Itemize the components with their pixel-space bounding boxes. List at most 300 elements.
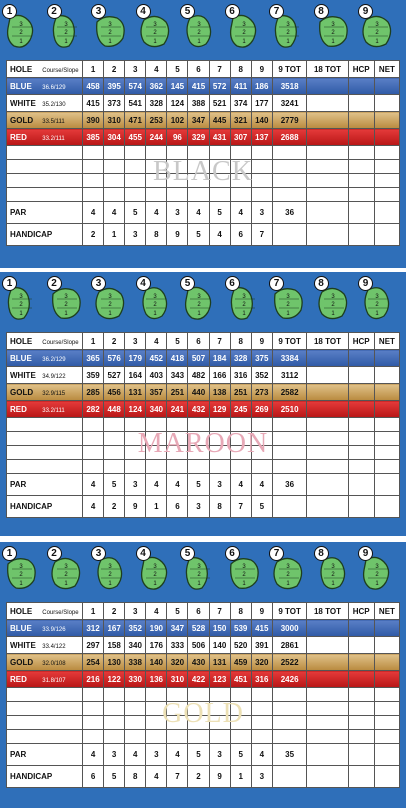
- score-cell[interactable]: [125, 188, 146, 202]
- tee-18-total: [307, 401, 348, 418]
- par-cell: 4: [146, 474, 167, 496]
- score-cell[interactable]: [146, 688, 167, 702]
- svg-text:1: 1: [286, 39, 290, 45]
- score-cell[interactable]: [251, 160, 272, 174]
- hole-diagram: [47, 276, 87, 326]
- tee-label: RED 33.2/111: [7, 129, 83, 146]
- score-cell[interactable]: [83, 188, 104, 202]
- yardage-cell: 459: [230, 654, 251, 671]
- yardage-cell: 520: [230, 637, 251, 654]
- score-cell[interactable]: [83, 730, 104, 744]
- score-cell[interactable]: [307, 432, 348, 446]
- tee-total: 2779: [272, 112, 307, 129]
- yardage-cell: 316: [230, 367, 251, 384]
- score-cell[interactable]: [167, 146, 188, 160]
- score-cell[interactable]: [83, 716, 104, 730]
- score-cell[interactable]: [209, 160, 230, 174]
- score-cell[interactable]: [125, 160, 146, 174]
- yardage-cell: 340: [125, 637, 146, 654]
- score-cell[interactable]: [348, 432, 374, 446]
- score-cell[interactable]: [125, 418, 146, 432]
- score-cell[interactable]: [307, 160, 348, 174]
- yardage-cell: 388: [188, 95, 209, 112]
- svg-text:2: 2: [197, 302, 201, 308]
- yardage-cell: 245: [230, 401, 251, 418]
- svg-text:3: 3: [286, 294, 290, 300]
- score-cell[interactable]: [230, 418, 251, 432]
- hole-number-badge: 4: [136, 276, 151, 291]
- par-cell: 3: [209, 744, 230, 766]
- tee-hcp: [348, 95, 374, 112]
- score-cell[interactable]: [125, 446, 146, 460]
- player-name-cell[interactable]: [7, 716, 83, 730]
- score-cell[interactable]: [167, 432, 188, 446]
- svg-text:1: 1: [63, 311, 68, 317]
- yardage-cell: 430: [188, 654, 209, 671]
- score-cell[interactable]: [209, 716, 230, 730]
- score-cell[interactable]: [167, 174, 188, 188]
- score-cell[interactable]: [307, 174, 348, 188]
- score-cell[interactable]: [348, 418, 374, 432]
- hole-diagram: [314, 4, 354, 54]
- yardage-cell: 124: [125, 401, 146, 418]
- tee-net: [374, 637, 399, 654]
- tee-hcp: [348, 401, 374, 418]
- yardage-cell: 241: [167, 401, 188, 418]
- score-cell[interactable]: [209, 418, 230, 432]
- score-cell[interactable]: [272, 460, 307, 474]
- par-row: [7, 744, 400, 766]
- score-cell[interactable]: [146, 188, 167, 202]
- score-cell[interactable]: [272, 188, 307, 202]
- par-cell: 4: [167, 474, 188, 496]
- score-cell[interactable]: [251, 432, 272, 446]
- tee-net: [374, 367, 399, 384]
- hole-header-cell: 8: [230, 333, 251, 350]
- tee-hcp: [348, 350, 374, 367]
- score-cell[interactable]: [374, 160, 399, 174]
- score-cell[interactable]: [167, 446, 188, 460]
- hole-header-cell: 3: [125, 61, 146, 78]
- score-entry-row: [7, 446, 400, 460]
- score-cell[interactable]: [307, 688, 348, 702]
- svg-text:3: 3: [241, 564, 246, 570]
- yardage-cell: 395: [104, 78, 125, 95]
- tee-row-red: [7, 129, 400, 146]
- score-cell[interactable]: [272, 446, 307, 460]
- par-label: PAR: [7, 744, 83, 766]
- score-cell[interactable]: [272, 688, 307, 702]
- score-cell[interactable]: [125, 174, 146, 188]
- tee-total: 3241: [272, 95, 307, 112]
- score-cell[interactable]: [83, 146, 104, 160]
- handicap-cell: 6: [230, 224, 251, 246]
- course-slope: 34.9/122: [42, 373, 66, 380]
- score-cell[interactable]: [83, 460, 104, 474]
- score-cell[interactable]: [83, 174, 104, 188]
- score-cell[interactable]: [307, 730, 348, 744]
- tee-total: 2510: [272, 401, 307, 418]
- score-cell[interactable]: [104, 716, 125, 730]
- svg-text:3: 3: [197, 22, 201, 28]
- score-cell[interactable]: [167, 730, 188, 744]
- score-cell[interactable]: [188, 446, 209, 460]
- handicap-row: [7, 766, 400, 788]
- course-slope: 36.6/129: [42, 84, 66, 91]
- score-cell[interactable]: [230, 702, 251, 716]
- tee-total: 2688: [272, 129, 307, 146]
- score-cell[interactable]: [167, 716, 188, 730]
- hole-header-cell: 7: [209, 333, 230, 350]
- score-cell[interactable]: [374, 460, 399, 474]
- score-cell[interactable]: [348, 146, 374, 160]
- tee-hcp: [348, 112, 374, 129]
- score-cell[interactable]: [125, 146, 146, 160]
- score-cell[interactable]: [307, 146, 348, 160]
- yardage-cell: 244: [146, 129, 167, 146]
- hole-diagrams: [0, 0, 406, 58]
- yardage-cell: 123: [209, 671, 230, 688]
- tee-label: BLUE 36.6/129: [7, 78, 83, 95]
- player-name-cell[interactable]: [7, 730, 83, 744]
- score-cell[interactable]: [251, 716, 272, 730]
- score-cell[interactable]: [230, 688, 251, 702]
- score-cell[interactable]: [251, 418, 272, 432]
- score-cell[interactable]: [125, 460, 146, 474]
- handicap-row: [7, 496, 400, 518]
- score-cell[interactable]: [167, 160, 188, 174]
- svg-text:1: 1: [241, 311, 246, 317]
- score-cell[interactable]: [374, 174, 399, 188]
- score-cell[interactable]: [374, 716, 399, 730]
- score-cell[interactable]: [146, 174, 167, 188]
- par-cell: 4: [167, 744, 188, 766]
- score-cell[interactable]: [188, 460, 209, 474]
- score-cell[interactable]: [374, 702, 399, 716]
- score-cell[interactable]: [146, 418, 167, 432]
- score-cell[interactable]: [251, 174, 272, 188]
- score-cell[interactable]: [104, 188, 125, 202]
- course-slope: 32.0/108: [42, 660, 66, 667]
- player-name-cell[interactable]: [7, 688, 83, 702]
- yardage-cell: 576: [104, 350, 125, 367]
- score-cell[interactable]: [348, 716, 374, 730]
- yardage-cell: 375: [251, 350, 272, 367]
- score-cell[interactable]: [188, 688, 209, 702]
- handicap-cell: 2: [83, 224, 104, 246]
- score-cell[interactable]: [307, 418, 348, 432]
- hole-diagram: [358, 546, 398, 596]
- score-cell[interactable]: [251, 730, 272, 744]
- score-cell[interactable]: [272, 160, 307, 174]
- score-cell[interactable]: [167, 702, 188, 716]
- score-cell[interactable]: [83, 446, 104, 460]
- score-cell[interactable]: [125, 716, 146, 730]
- score-cell[interactable]: [230, 146, 251, 160]
- score-cell[interactable]: [348, 188, 374, 202]
- score-cell[interactable]: [146, 702, 167, 716]
- score-entry-row: [7, 730, 400, 744]
- svg-text:1: 1: [19, 39, 23, 45]
- score-cell[interactable]: [83, 418, 104, 432]
- tee-hcp: [348, 78, 374, 95]
- handicap-cell: 7: [230, 496, 251, 518]
- score-cell[interactable]: [230, 188, 251, 202]
- yardage-cell: 320: [251, 654, 272, 671]
- score-entry-row: [7, 418, 400, 432]
- score-cell[interactable]: [146, 146, 167, 160]
- tee-18-total: [307, 95, 348, 112]
- score-cell[interactable]: [83, 702, 104, 716]
- score-cell[interactable]: [230, 716, 251, 730]
- tee-row-gold: [7, 654, 400, 671]
- score-cell[interactable]: [146, 460, 167, 474]
- player-name-cell[interactable]: [7, 146, 83, 160]
- par-cell: 4: [188, 202, 209, 224]
- score-cell[interactable]: [188, 160, 209, 174]
- yardage-cell: 254: [83, 654, 104, 671]
- score-cell[interactable]: [272, 730, 307, 744]
- score-cell[interactable]: [251, 460, 272, 474]
- hole-diagram: [2, 546, 42, 596]
- par-cell: 4: [125, 744, 146, 766]
- score-cell[interactable]: [167, 188, 188, 202]
- par-label: PAR: [7, 474, 83, 496]
- svg-text:3: 3: [241, 294, 246, 300]
- par-cell: 4: [146, 202, 167, 224]
- score-cell[interactable]: [251, 188, 272, 202]
- handicap-cell: 3: [251, 766, 272, 788]
- score-cell[interactable]: [125, 702, 146, 716]
- score-cell[interactable]: [272, 702, 307, 716]
- score-cell[interactable]: [272, 716, 307, 730]
- par-cell: 5: [230, 744, 251, 766]
- hole-number-badge: 5: [180, 276, 195, 291]
- hole-number-badge: 4: [136, 4, 151, 19]
- score-cell[interactable]: [272, 146, 307, 160]
- score-cell[interactable]: [104, 702, 125, 716]
- score-cell[interactable]: [272, 174, 307, 188]
- score-cell[interactable]: [348, 160, 374, 174]
- score-cell[interactable]: [374, 730, 399, 744]
- score-cell[interactable]: [104, 432, 125, 446]
- svg-text:3: 3: [19, 294, 23, 300]
- tee-18-total: [307, 350, 348, 367]
- par-cell: 3: [251, 202, 272, 224]
- score-cell[interactable]: [104, 146, 125, 160]
- player-name-cell[interactable]: [7, 174, 83, 188]
- hole-number-badge: 6: [225, 546, 240, 561]
- hole-number-badge: 2: [47, 4, 62, 19]
- yardage-cell: 251: [230, 384, 251, 401]
- score-cell[interactable]: [167, 460, 188, 474]
- score-cell[interactable]: [188, 418, 209, 432]
- hole-diagram: [358, 276, 398, 326]
- score-cell[interactable]: [374, 146, 399, 160]
- nine-total-header: 9 TOT: [272, 61, 307, 78]
- yardage-cell: 124: [167, 95, 188, 112]
- score-cell[interactable]: [348, 688, 374, 702]
- score-cell[interactable]: [209, 188, 230, 202]
- score-cell[interactable]: [188, 716, 209, 730]
- handicap-cell: 5: [104, 766, 125, 788]
- player-name-cell[interactable]: [7, 460, 83, 474]
- score-cell[interactable]: [146, 446, 167, 460]
- score-cell[interactable]: [146, 432, 167, 446]
- tee-18-total: [307, 112, 348, 129]
- score-cell[interactable]: [104, 460, 125, 474]
- score-cell[interactable]: [307, 702, 348, 716]
- hole-number-badge: 3: [91, 276, 106, 291]
- player-name-cell[interactable]: [7, 432, 83, 446]
- svg-text:1: 1: [375, 39, 379, 45]
- yardage-cell: 307: [230, 129, 251, 146]
- svg-text:2: 2: [152, 30, 157, 36]
- player-name-cell[interactable]: [7, 188, 83, 202]
- par-total: 36: [272, 202, 307, 224]
- score-cell[interactable]: [146, 716, 167, 730]
- player-name-cell[interactable]: [7, 160, 83, 174]
- yardage-cell: 359: [83, 367, 104, 384]
- score-cell[interactable]: [307, 716, 348, 730]
- par-cell: 4: [230, 474, 251, 496]
- hcp-header: HCP: [348, 603, 374, 620]
- score-cell[interactable]: [104, 446, 125, 460]
- score-cell[interactable]: [188, 174, 209, 188]
- score-cell[interactable]: [209, 174, 230, 188]
- score-cell[interactable]: [188, 188, 209, 202]
- score-cell[interactable]: [209, 460, 230, 474]
- hole-diagram: [314, 276, 354, 326]
- hole-number-badge: 3: [91, 4, 106, 19]
- score-cell[interactable]: [251, 446, 272, 460]
- hole-diagram: [225, 4, 265, 54]
- score-cell[interactable]: [209, 702, 230, 716]
- score-cell[interactable]: [104, 730, 125, 744]
- svg-text:2: 2: [63, 302, 68, 308]
- score-cell[interactable]: [104, 174, 125, 188]
- score-cell[interactable]: [104, 160, 125, 174]
- handicap-cell: 9: [125, 496, 146, 518]
- score-cell[interactable]: [209, 146, 230, 160]
- hole-diagrams: [0, 542, 406, 600]
- score-cell[interactable]: [209, 730, 230, 744]
- yardage-cell: 431: [209, 129, 230, 146]
- hole-header-cell: 4: [146, 603, 167, 620]
- score-cell[interactable]: [209, 688, 230, 702]
- score-cell[interactable]: [230, 160, 251, 174]
- player-name-cell[interactable]: [7, 702, 83, 716]
- score-cell[interactable]: [272, 432, 307, 446]
- par-cell: 3: [125, 474, 146, 496]
- score-cell[interactable]: [251, 146, 272, 160]
- score-cell[interactable]: [272, 418, 307, 432]
- score-cell[interactable]: [230, 446, 251, 460]
- score-cell[interactable]: [374, 432, 399, 446]
- score-cell[interactable]: [167, 418, 188, 432]
- tee-hcp: [348, 367, 374, 384]
- score-cell[interactable]: [188, 730, 209, 744]
- score-cell[interactable]: [104, 688, 125, 702]
- score-cell[interactable]: [374, 188, 399, 202]
- hole-diagram: [2, 276, 42, 326]
- tee-18-total: [307, 78, 348, 95]
- hole-number-badge: 1: [2, 4, 17, 19]
- score-cell[interactable]: [146, 730, 167, 744]
- score-cell[interactable]: [374, 688, 399, 702]
- score-cell[interactable]: [167, 688, 188, 702]
- net-header: NET: [374, 603, 399, 620]
- yardage-cell: 190: [146, 620, 167, 637]
- score-cell[interactable]: [374, 446, 399, 460]
- tee-row-red: [7, 401, 400, 418]
- score-cell[interactable]: [83, 160, 104, 174]
- par-cell: 3: [146, 744, 167, 766]
- score-table: [6, 602, 400, 788]
- score-cell[interactable]: [348, 460, 374, 474]
- score-cell[interactable]: [125, 730, 146, 744]
- score-cell[interactable]: [188, 146, 209, 160]
- hole-header-cell: 6: [188, 61, 209, 78]
- score-cell[interactable]: [348, 730, 374, 744]
- hole-header-cell: 6: [188, 333, 209, 350]
- score-cell[interactable]: [230, 730, 251, 744]
- score-cell[interactable]: [125, 688, 146, 702]
- header-row: [7, 333, 400, 350]
- score-cell[interactable]: [251, 702, 272, 716]
- yardage-cell: 269: [251, 401, 272, 418]
- score-cell[interactable]: [348, 702, 374, 716]
- yardage-cell: 541: [125, 95, 146, 112]
- player-name-cell[interactable]: [7, 418, 83, 432]
- score-cell[interactable]: [230, 174, 251, 188]
- score-cell[interactable]: [209, 446, 230, 460]
- hole-diagram: [136, 546, 176, 596]
- score-cell[interactable]: [209, 432, 230, 446]
- score-cell[interactable]: [146, 160, 167, 174]
- header-row: [7, 61, 400, 78]
- score-cell[interactable]: [188, 702, 209, 716]
- score-cell[interactable]: [374, 418, 399, 432]
- score-cell[interactable]: [348, 174, 374, 188]
- tee-18-total: [307, 384, 348, 401]
- score-cell[interactable]: [230, 432, 251, 446]
- score-cell[interactable]: [251, 688, 272, 702]
- yardage-cell: 282: [83, 401, 104, 418]
- score-cell[interactable]: [188, 432, 209, 446]
- svg-text:2: 2: [19, 30, 23, 36]
- player-name-cell[interactable]: [7, 446, 83, 460]
- svg-text:2: 2: [241, 30, 246, 36]
- score-cell[interactable]: [125, 432, 146, 446]
- score-cell[interactable]: [83, 688, 104, 702]
- svg-text:2: 2: [108, 302, 112, 308]
- score-cell[interactable]: [83, 432, 104, 446]
- score-cell[interactable]: [307, 446, 348, 460]
- score-cell[interactable]: [230, 460, 251, 474]
- yardage-cell: 129: [209, 401, 230, 418]
- hole-diagram: [225, 546, 265, 596]
- score-entry-row: [7, 146, 400, 160]
- svg-text:2: 2: [330, 30, 335, 36]
- score-cell[interactable]: [348, 446, 374, 460]
- svg-text:3: 3: [197, 294, 201, 300]
- svg-text:1: 1: [197, 39, 201, 45]
- score-cell[interactable]: [104, 418, 125, 432]
- yardage-cell: 184: [209, 350, 230, 367]
- score-cell[interactable]: [307, 460, 348, 474]
- score-cell[interactable]: [307, 188, 348, 202]
